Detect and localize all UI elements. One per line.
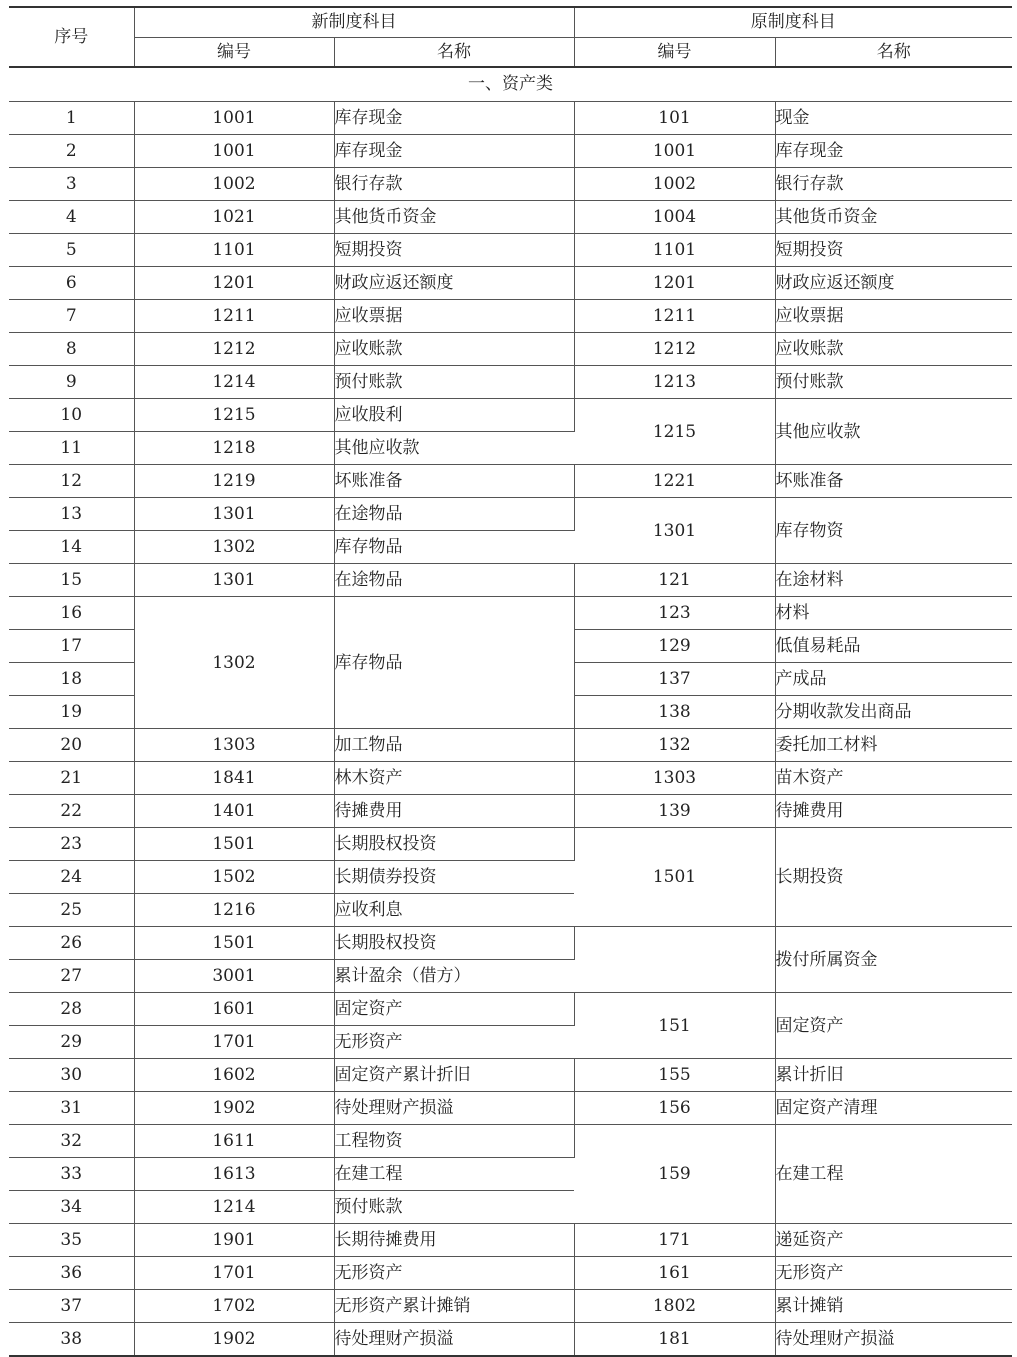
table-row <box>9 201 1012 234</box>
old-name-cell: 长期投资 <box>775 828 1012 927</box>
row-seq: 17 <box>9 630 134 663</box>
old-name-cell: 待摊费用 <box>775 795 1012 828</box>
new-name-cell: 应收票据 <box>334 300 574 333</box>
account-mapping-table-container <box>9 6 1012 1357</box>
new-name-cell: 无形资产累计摊销 <box>334 1290 574 1323</box>
old-code-cell: 159 <box>574 1125 775 1224</box>
old-name-cell: 财政应返还额度 <box>775 267 1012 300</box>
new-code-cell: 1101 <box>134 234 334 267</box>
new-name-cell: 预付账款 <box>334 366 574 399</box>
table-header <box>9 7 1012 67</box>
new-name-cell: 加工物品 <box>334 729 574 762</box>
new-name-cell: 工程物资 <box>334 1125 574 1158</box>
new-code-cell: 1212 <box>134 333 334 366</box>
new-code-cell: 1702 <box>134 1290 334 1323</box>
old-code-cell <box>574 927 775 993</box>
table-row <box>9 1323 1012 1357</box>
row-seq: 16 <box>9 597 134 630</box>
old-code-cell: 171 <box>574 1224 775 1257</box>
header-old-name: 名称 <box>775 38 1012 68</box>
old-name-cell: 累计折旧 <box>775 1059 1012 1092</box>
new-code-cell: 1902 <box>134 1323 334 1357</box>
row-seq: 27 <box>9 960 134 993</box>
new-name-cell: 财政应返还额度 <box>334 267 574 300</box>
old-name-cell: 固定资产 <box>775 993 1012 1059</box>
new-code-cell: 1602 <box>134 1059 334 1092</box>
table-row <box>9 993 1012 1026</box>
row-seq: 34 <box>9 1191 134 1224</box>
header-row-2 <box>9 38 1012 68</box>
new-name-cell: 长期股权投资 <box>334 927 574 960</box>
new-code-cell: 1501 <box>134 927 334 960</box>
table-row <box>9 234 1012 267</box>
row-seq: 20 <box>9 729 134 762</box>
row-seq: 6 <box>9 267 134 300</box>
old-code-cell: 1001 <box>574 135 775 168</box>
row-seq: 10 <box>9 399 134 432</box>
table-row <box>9 300 1012 333</box>
table-row <box>9 828 1012 861</box>
new-name-cell: 坏账准备 <box>334 465 574 498</box>
new-code-cell: 1301 <box>134 498 334 531</box>
new-code-cell: 1901 <box>134 1224 334 1257</box>
old-code-cell: 132 <box>574 729 775 762</box>
table-row <box>9 564 1012 597</box>
row-seq: 36 <box>9 1257 134 1290</box>
new-code-cell: 1601 <box>134 993 334 1026</box>
row-seq: 3 <box>9 168 134 201</box>
table-row <box>9 1092 1012 1125</box>
old-code-cell: 1215 <box>574 399 775 465</box>
table-row <box>9 1290 1012 1323</box>
table-row <box>9 333 1012 366</box>
row-seq: 28 <box>9 993 134 1026</box>
table-row <box>9 1224 1012 1257</box>
old-name-cell: 银行存款 <box>775 168 1012 201</box>
new-code-cell: 1401 <box>134 795 334 828</box>
table-body <box>9 67 1012 1356</box>
table-row <box>9 366 1012 399</box>
row-seq: 35 <box>9 1224 134 1257</box>
new-name-cell: 在途物品 <box>334 564 574 597</box>
new-code-cell: 1302 <box>134 597 334 729</box>
new-name-cell: 库存现金 <box>334 135 574 168</box>
new-code-cell: 1701 <box>134 1257 334 1290</box>
new-code-cell: 1215 <box>134 399 334 432</box>
new-name-cell: 长期待摊费用 <box>334 1224 574 1257</box>
header-new-group: 新制度科目 <box>134 7 574 38</box>
old-code-cell: 156 <box>574 1092 775 1125</box>
old-code-cell: 139 <box>574 795 775 828</box>
old-name-cell: 坏账准备 <box>775 465 1012 498</box>
table-row <box>9 168 1012 201</box>
old-code-cell: 129 <box>574 630 775 663</box>
old-code-cell: 181 <box>574 1323 775 1357</box>
row-seq: 37 <box>9 1290 134 1323</box>
row-seq: 11 <box>9 432 134 465</box>
old-name-cell: 在建工程 <box>775 1125 1012 1224</box>
new-name-cell: 短期投资 <box>334 234 574 267</box>
old-name-cell: 在途材料 <box>775 564 1012 597</box>
header-old-group: 原制度科目 <box>574 7 1012 38</box>
new-code-cell: 1214 <box>134 366 334 399</box>
old-name-cell: 短期投资 <box>775 234 1012 267</box>
old-name-cell: 其他应收款 <box>775 399 1012 465</box>
row-seq: 13 <box>9 498 134 531</box>
table-row <box>9 1125 1012 1158</box>
new-name-cell: 固定资产累计折旧 <box>334 1059 574 1092</box>
old-name-cell: 应收票据 <box>775 300 1012 333</box>
header-new-code: 编号 <box>134 38 334 68</box>
old-name-cell: 现金 <box>775 102 1012 135</box>
new-name-cell: 应收股利 <box>334 399 574 432</box>
row-seq: 21 <box>9 762 134 795</box>
row-seq: 25 <box>9 894 134 927</box>
table-row <box>9 267 1012 300</box>
table-row <box>9 762 1012 795</box>
new-name-cell: 待处理财产损溢 <box>334 1323 574 1357</box>
old-name-cell: 待处理财产损溢 <box>775 1323 1012 1357</box>
row-seq: 14 <box>9 531 134 564</box>
table-row <box>9 135 1012 168</box>
old-code-cell: 1802 <box>574 1290 775 1323</box>
old-code-cell: 1213 <box>574 366 775 399</box>
new-code-cell: 1021 <box>134 201 334 234</box>
new-code-cell: 1501 <box>134 828 334 861</box>
old-code-cell: 1303 <box>574 762 775 795</box>
new-name-cell: 库存物品 <box>334 531 574 564</box>
new-code-cell: 1902 <box>134 1092 334 1125</box>
new-name-cell: 长期债券投资 <box>334 861 574 894</box>
row-seq: 32 <box>9 1125 134 1158</box>
new-code-cell: 1211 <box>134 300 334 333</box>
new-code-cell: 1001 <box>134 102 334 135</box>
old-code-cell: 1301 <box>574 498 775 564</box>
old-name-cell: 库存物资 <box>775 498 1012 564</box>
old-code-cell: 1002 <box>574 168 775 201</box>
row-seq: 31 <box>9 1092 134 1125</box>
old-code-cell: 101 <box>574 102 775 135</box>
header-old-code: 编号 <box>574 38 775 68</box>
table-row <box>9 597 1012 630</box>
old-name-cell: 递延资产 <box>775 1224 1012 1257</box>
old-code-cell: 137 <box>574 663 775 696</box>
old-code-cell: 151 <box>574 993 775 1059</box>
new-code-cell: 1611 <box>134 1125 334 1158</box>
new-name-cell: 林木资产 <box>334 762 574 795</box>
new-name-cell: 库存物品 <box>334 597 574 729</box>
row-seq: 12 <box>9 465 134 498</box>
row-seq: 23 <box>9 828 134 861</box>
row-seq: 1 <box>9 102 134 135</box>
row-seq: 9 <box>9 366 134 399</box>
header-seq: 序号 <box>9 7 134 67</box>
old-name-cell: 苗木资产 <box>775 762 1012 795</box>
old-code-cell: 123 <box>574 597 775 630</box>
new-name-cell: 长期股权投资 <box>334 828 574 861</box>
old-code-cell: 1212 <box>574 333 775 366</box>
old-code-cell: 1201 <box>574 267 775 300</box>
old-code-cell: 1211 <box>574 300 775 333</box>
old-name-cell: 预付账款 <box>775 366 1012 399</box>
old-name-cell: 累计摊销 <box>775 1290 1012 1323</box>
new-name-cell: 库存现金 <box>334 102 574 135</box>
row-seq: 22 <box>9 795 134 828</box>
new-code-cell: 1302 <box>134 531 334 564</box>
row-seq: 7 <box>9 300 134 333</box>
row-seq: 38 <box>9 1323 134 1357</box>
row-seq: 26 <box>9 927 134 960</box>
new-name-cell: 在途物品 <box>334 498 574 531</box>
row-seq: 19 <box>9 696 134 729</box>
old-code-cell: 161 <box>574 1257 775 1290</box>
row-seq: 4 <box>9 201 134 234</box>
old-name-cell: 低值易耗品 <box>775 630 1012 663</box>
new-name-cell: 在建工程 <box>334 1158 574 1191</box>
old-code-cell: 1004 <box>574 201 775 234</box>
new-code-cell: 1502 <box>134 861 334 894</box>
old-code-cell: 121 <box>574 564 775 597</box>
header-new-name: 名称 <box>334 38 574 68</box>
old-name-cell: 应收账款 <box>775 333 1012 366</box>
new-name-cell: 累计盈余（借方） <box>334 960 574 993</box>
new-name-cell: 其他货币资金 <box>334 201 574 234</box>
new-name-cell: 无形资产 <box>334 1026 574 1059</box>
table-row <box>9 729 1012 762</box>
new-code-cell: 1218 <box>134 432 334 465</box>
section-title: 一、资产类 <box>9 67 1012 102</box>
new-code-cell: 1216 <box>134 894 334 927</box>
section-row <box>9 67 1012 102</box>
table-row <box>9 1059 1012 1092</box>
table-row <box>9 498 1012 531</box>
table-row <box>9 795 1012 828</box>
new-code-cell: 1219 <box>134 465 334 498</box>
row-seq: 5 <box>9 234 134 267</box>
old-name-cell: 无形资产 <box>775 1257 1012 1290</box>
new-name-cell: 待处理财产损溢 <box>334 1092 574 1125</box>
row-seq: 24 <box>9 861 134 894</box>
new-code-cell: 1201 <box>134 267 334 300</box>
new-name-cell: 无形资产 <box>334 1257 574 1290</box>
row-seq: 8 <box>9 333 134 366</box>
old-name-cell: 委托加工材料 <box>775 729 1012 762</box>
table-row <box>9 465 1012 498</box>
row-seq: 29 <box>9 1026 134 1059</box>
table-row <box>9 399 1012 432</box>
new-code-cell: 1301 <box>134 564 334 597</box>
old-code-cell: 138 <box>574 696 775 729</box>
new-code-cell: 1701 <box>134 1026 334 1059</box>
old-name-cell: 其他货币资金 <box>775 201 1012 234</box>
new-name-cell: 待摊费用 <box>334 795 574 828</box>
new-code-cell: 1303 <box>134 729 334 762</box>
old-name-cell: 产成品 <box>775 663 1012 696</box>
old-code-cell: 1101 <box>574 234 775 267</box>
new-code-cell: 1613 <box>134 1158 334 1191</box>
new-name-cell: 应收账款 <box>334 333 574 366</box>
old-code-cell: 1501 <box>574 828 775 927</box>
new-name-cell: 固定资产 <box>334 993 574 1026</box>
table-row <box>9 1257 1012 1290</box>
new-code-cell: 1001 <box>134 135 334 168</box>
new-name-cell: 其他应收款 <box>334 432 574 465</box>
account-mapping-table <box>9 6 1012 1357</box>
new-code-cell: 1214 <box>134 1191 334 1224</box>
new-name-cell: 银行存款 <box>334 168 574 201</box>
old-code-cell: 1221 <box>574 465 775 498</box>
new-name-cell: 预付账款 <box>334 1191 574 1224</box>
row-seq: 18 <box>9 663 134 696</box>
new-code-cell: 1841 <box>134 762 334 795</box>
new-code-cell: 3001 <box>134 960 334 993</box>
old-code-cell: 155 <box>574 1059 775 1092</box>
table-row <box>9 102 1012 135</box>
table-row <box>9 927 1012 960</box>
new-code-cell: 1002 <box>134 168 334 201</box>
old-name-cell: 库存现金 <box>775 135 1012 168</box>
row-seq: 15 <box>9 564 134 597</box>
header-row-1 <box>9 7 1012 38</box>
old-name-cell: 固定资产清理 <box>775 1092 1012 1125</box>
row-seq: 33 <box>9 1158 134 1191</box>
old-name-cell: 分期收款发出商品 <box>775 696 1012 729</box>
row-seq: 2 <box>9 135 134 168</box>
new-name-cell: 应收利息 <box>334 894 574 927</box>
row-seq: 30 <box>9 1059 134 1092</box>
old-name-cell: 材料 <box>775 597 1012 630</box>
old-name-cell: 拨付所属资金 <box>775 927 1012 993</box>
